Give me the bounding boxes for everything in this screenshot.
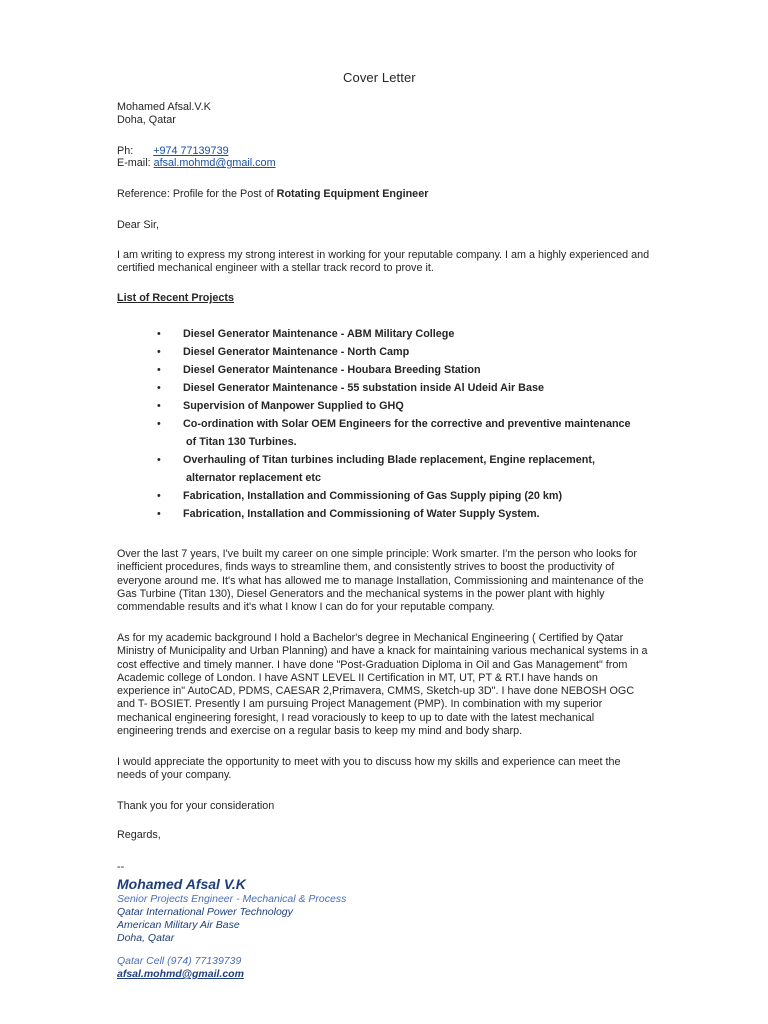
intro-paragraph: I am writing to express my strong interest in working for your reputable company. I am a highly experienced and certified mechanical engineer with a stellar track record to prove it. (117, 249, 650, 275)
phone-link[interactable]: +974 77139739 (153, 145, 229, 157)
bullet-icon: • (157, 454, 161, 466)
list-item: • Diesel Generator Maintenance - Houbara Breeding Station (157, 361, 631, 379)
email-link[interactable]: afsal.mohmd@gmail.com (153, 157, 276, 169)
list-item: • Fabrication, Installation and Commissioning of Water Supply System. (157, 505, 631, 523)
regards-line: Regards, (117, 829, 161, 841)
signature-site: American Military Air Base (117, 919, 240, 931)
sender-location: Doha, Qatar (117, 114, 176, 126)
list-item: • Diesel Generator Maintenance - ABM Military College (157, 325, 631, 343)
bullet-icon: • (157, 364, 161, 376)
reference-role: Rotating Equipment Engineer (276, 188, 429, 200)
list-item: • Diesel Generator Maintenance - 55 substation inside Al Udeid Air Base (157, 379, 631, 397)
projects-heading: List of Recent Projects (117, 292, 234, 304)
sender-name: Mohamed Afsal.V.K (117, 101, 211, 113)
reference-prefix: Reference: Profile for the Post of (117, 188, 277, 200)
signature-separator: -- (117, 861, 125, 873)
list-item: • Fabrication, Installation and Commissioning of Gas Supply piping (20 km) (157, 487, 631, 505)
experience-paragraph: Over the last 7 years, I've built my career on one simple principle: Work smarter. I'm the person who looks for inefficient procedures, finds ways to streamline them, and consistently strives to boost the productivity of everyone around me. It's what has allowed me to manage Installation, Commissioning and maintenance of the Gas Turbine (Titan 130), Diesel Generators and the mechanical systems in the power plant with highly commendable results and it's what I know I can do for your reputable company. (117, 548, 644, 614)
email-line (117, 157, 276, 170)
bullet-icon: • (157, 328, 161, 340)
bullet-icon: • (157, 400, 161, 412)
projects-list (157, 325, 631, 523)
list-item: • Diesel Generator Maintenance - North Camp (157, 343, 631, 361)
reference-line (117, 188, 428, 201)
bullet-icon: • (157, 382, 161, 394)
list-item: • Overhauling of Titan turbines including Blade replacement, Engine replacement, alternator replacement etc (157, 451, 631, 487)
list-item: • Supervision of Manpower Supplied to GHQ (157, 397, 631, 415)
thanks-line: Thank you for your consideration (117, 800, 275, 812)
bullet-icon: • (157, 508, 161, 520)
bullet-icon: • (157, 346, 161, 358)
signature-role: Senior Projects Engineer - Mechanical & Process (117, 893, 347, 905)
bullet-icon: • (157, 418, 161, 430)
signature-company: Qatar International Power Technology (117, 906, 293, 918)
signature-location: Doha, Qatar (117, 932, 175, 944)
signature-email-link[interactable]: afsal.mohmd@gmail.com (117, 968, 244, 980)
signature-name: Mohamed Afsal V.K (117, 876, 246, 892)
email-label: E-mail: (117, 157, 151, 169)
signature-cell: Qatar Cell (974) 77139739 (117, 955, 242, 967)
bullet-icon: • (157, 490, 161, 502)
list-item: • Co-ordination with Solar OEM Engineers for the corrective and preventive maintenance of Titan 130 Turbines. (157, 415, 631, 451)
page-title: Cover Letter (343, 70, 416, 85)
closing-paragraph: I would appreciate the opportunity to meet with you to discuss how my skills and experience can meet the needs of your company. (117, 756, 621, 782)
phone-label: Ph: (117, 145, 134, 157)
salutation: Dear Sir, (117, 219, 160, 231)
academic-paragraph: As for my academic background I hold a Bachelor's degree in Mechanical Engineering ( Certified by Qatar Ministry of Municipality and Urban Planning) and have a knack for maintaining various mechanical systems in a cost effective and timely manner. I have done "Post-Graduation Diploma in Oil and Gas Management" from Academic college of London. I have ASNT LEVEL II Certification in MT, UT, PT & RT.I have hands on experience in" AutoCAD, PDMS, CAESAR 2,Primavera, CMMS, Sketch-up 3D". I have done NEBOSH OGC and T- BOSIET. Presently I am pursuing Project Management (PMP). In combination with my superior mechanical engineering foresight, I read voraciously to keep to up to date with the latest mechanical engineering trends and exercise on a regular basis to keep my mind and body sharp. (117, 632, 648, 738)
